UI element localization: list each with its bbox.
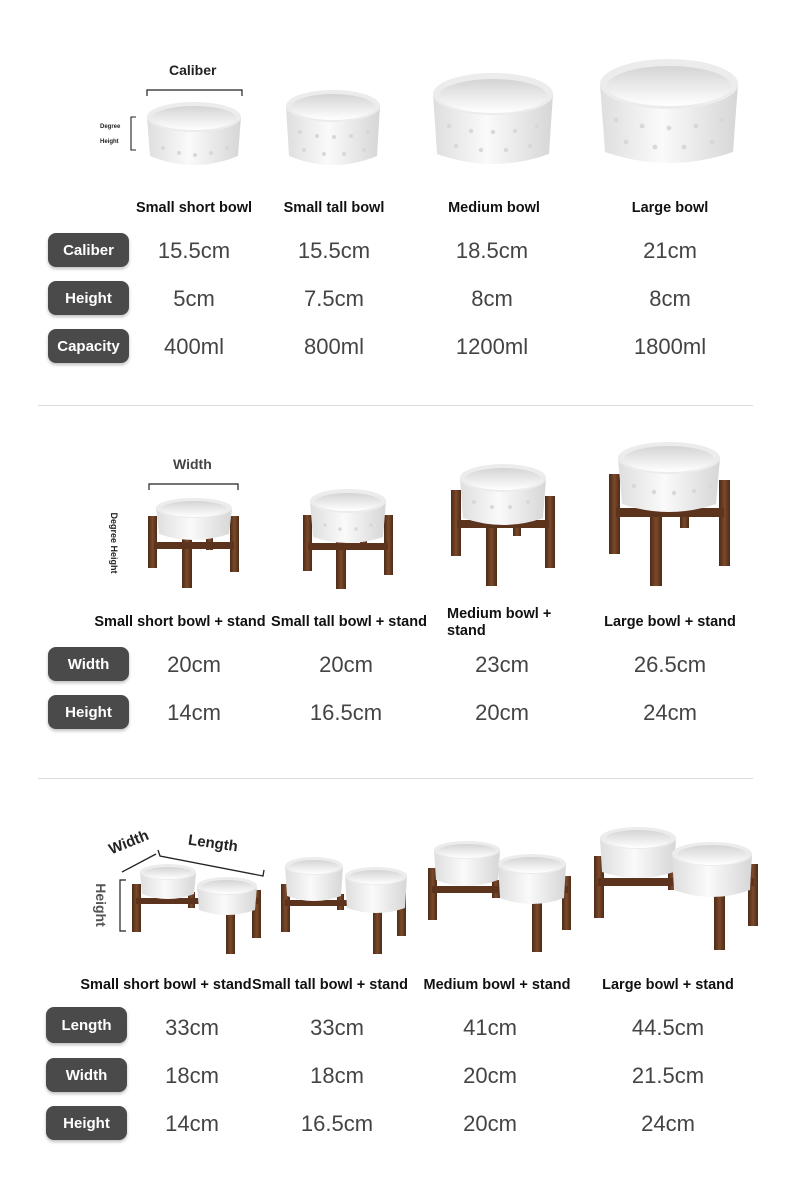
product-label: Small tall bowl [283, 200, 385, 216]
table-cell: 20cm [475, 700, 529, 725]
table-cell: 41cm [463, 1015, 517, 1040]
product-label: Large bowl + stand [604, 614, 736, 630]
small-short-bowl-image [145, 100, 243, 170]
row-label-length: Length [46, 1007, 127, 1043]
width-dimension-label: Width [106, 826, 152, 859]
small-short-double-stand-image [130, 862, 264, 956]
table-cell: 400ml [164, 334, 224, 359]
product-label: Medium bowl + stand [423, 977, 571, 993]
medium-double-stand-image [426, 842, 572, 954]
table-cell: 26.5cm [633, 652, 707, 677]
row-label-height: Height [46, 1106, 127, 1140]
product-label: Large bowl + stand [602, 977, 734, 993]
large-bowl-image [598, 56, 740, 170]
table-cell: 1800ml [633, 334, 707, 359]
row-label-caliber: Caliber [48, 233, 129, 267]
table-cell: 21cm [643, 238, 697, 263]
product-label: Small tall bowl + stand [252, 977, 408, 993]
table-cell: 16.5cm [309, 700, 383, 725]
table-cell: 20cm [463, 1111, 517, 1136]
section-divider [38, 778, 753, 779]
medium-bowl-image [431, 70, 555, 170]
table-cell: 14cm [165, 1111, 219, 1136]
table-cell: 18cm [310, 1063, 364, 1088]
width-dimension-label: Width [173, 456, 212, 472]
row-label-width: Width [46, 1058, 127, 1092]
small-short-bowl-stand-image [146, 498, 242, 590]
degree-height-dimension-label: Degree Height [109, 512, 119, 574]
table-cell: 8cm [471, 286, 513, 311]
length-dimension-label: Length [187, 831, 239, 856]
product-label: Small short bowl [135, 200, 253, 216]
large-double-stand-image [592, 826, 760, 952]
table-cell: 20cm [167, 652, 221, 677]
table-cell: 18.5cm [455, 238, 529, 263]
table-cell: 14cm [167, 700, 221, 725]
product-label: Large bowl [631, 200, 709, 216]
height-dimension-label: Height [100, 139, 119, 145]
section-divider [38, 405, 753, 406]
table-cell: 8cm [649, 286, 691, 311]
product-label: Small tall bowl + stand [271, 614, 427, 630]
table-cell: 16.5cm [300, 1111, 374, 1136]
caliber-dimension-label: Caliber [169, 62, 217, 78]
table-cell: 24cm [643, 700, 697, 725]
table-cell: 24cm [641, 1111, 695, 1136]
row-label-height: Height [48, 281, 129, 315]
table-cell: 44.5cm [631, 1015, 705, 1040]
product-label: Small short bowl + stand [80, 977, 252, 993]
table-cell: 20cm [319, 652, 373, 677]
table-cell: 15.5cm [157, 238, 231, 263]
row-label-height: Height [48, 695, 129, 729]
row-label-width: Width [48, 647, 129, 681]
height-dimension-label: Height [93, 883, 109, 927]
table-cell: 800ml [304, 334, 364, 359]
width-dimension-line [148, 482, 240, 492]
table-cell: 18cm [165, 1063, 219, 1088]
height-dimension-line [118, 878, 128, 934]
product-label: Small short bowl + stand [94, 614, 266, 630]
row-label-capacity: Capacity [48, 329, 129, 363]
large-bowl-stand-image [606, 440, 734, 586]
product-label: Medium bowl + stand [447, 606, 552, 639]
table-cell: 20cm [463, 1063, 517, 1088]
degree-dimension-label: Degree [100, 124, 121, 130]
small-tall-bowl-stand-image [300, 487, 396, 589]
medium-bowl-stand-image [448, 462, 558, 586]
table-cell: 15.5cm [297, 238, 371, 263]
table-cell: 1200ml [455, 334, 529, 359]
table-cell: 33cm [310, 1015, 364, 1040]
table-cell: 21.5cm [631, 1063, 705, 1088]
height-dimension-line [129, 116, 137, 152]
small-tall-double-stand-image [279, 856, 409, 956]
table-cell: 23cm [475, 652, 529, 677]
table-cell: 7.5cm [304, 286, 364, 311]
caliber-dimension-line [146, 88, 243, 98]
product-label: Medium bowl [448, 200, 540, 216]
table-cell: 5cm [173, 286, 215, 311]
small-tall-bowl-image [284, 88, 382, 170]
table-cell: 33cm [165, 1015, 219, 1040]
